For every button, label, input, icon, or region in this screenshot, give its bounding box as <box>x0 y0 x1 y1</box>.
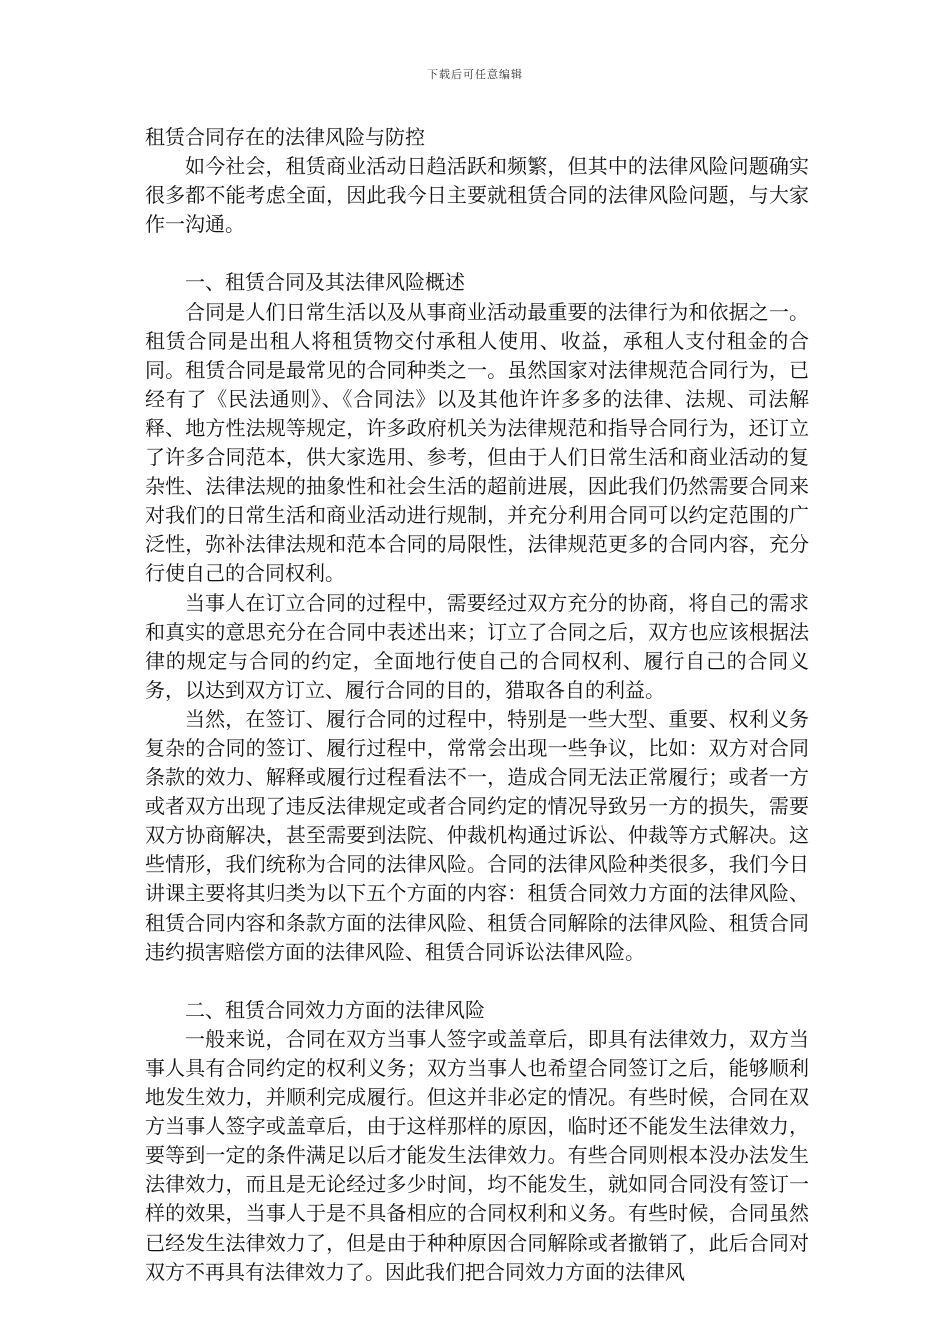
section-1-paragraph-1: 合同是人们日常生活以及从事商业活动最重要的法律行为和依据之一。租赁合同是出租人将租赁物交付承租人使用、收益，承租人支付租金的合同。租赁合同是最常见的合同种类之一。虽然国家对法律规范合同行为，已经有了《民法通则》、《合同法》以及其他许许多多的法律、法规、司法解释、地方性法规等规定，许多政府机关为法律规范和指导合同行为，还订立了许多合同范本，供大家选用、参考，但由于人们日常生活和商业活动的复杂性、法律法规的抽象性和社会生活的超前进展，因此我们仍然需要合同来对我们的日常生活和商业活动进行规制，并充分利用合同可以约定范围的广泛性，弥补法律法规和范本合同的局限性，法律规范更多的合同内容，充分行使自己的合同权利。 <box>145 299 809 586</box>
section-1-heading: 一、租赁合同及其法律风险概述 <box>185 270 465 295</box>
blank-line <box>145 239 809 268</box>
section-2-heading: 二、租赁合同效力方面的法律风险 <box>185 997 485 1022</box>
document-body <box>145 123 809 1287</box>
intro-paragraph: 如今社会，租赁商业活动日趋活跃和频繁，但其中的法律风险问题确实很多都不能考虑全面，因此我今日主要就租赁合同的法律风险问题，与大家作一沟通。 <box>145 154 809 237</box>
page-header: 下载后可任意编辑 <box>427 68 523 81</box>
blank-line <box>145 967 809 996</box>
section-1-paragraph-2: 当事人在订立合同的过程中，需要经过双方充分的协商，将自己的需求和真实的意思充分在合同中表述出来；订立了合同之后，双方也应该根据法律的规定与合同的约定，全面地行使自己的合同权利、履行自己的合同义务，以达到双方订立、履行合同的目的，猎取各自的利益。 <box>145 590 809 702</box>
section-1-paragraph-3: 当然，在签订、履行合同的过程中，特别是一些大型、重要、权利义务复杂的合同的签订、履行过程中，常常会出现一些争议，比如：双方对合同条款的效力、解释或履行过程看法不一，造成合同无法正常履行；或者一方或者双方出现了违反法律规定或者合同约定的情况导致另一方的损失，需要双方协商解决，甚至需要到法院、仲裁机构通过诉讼、仲裁等方式解决。这些情形，我们统称为合同的法律风险。合同的法律风险种类很多，我们今日讲课主要将其归类为以下五个方面的内容：租赁合同效力方面的法律风险、租赁合同内容和条款方面的法律风险、租赁合同解除的法律风险、租赁合同违约损害赔偿方面的法律风险、租赁合同诉讼法律风险。 <box>145 706 809 964</box>
document-title: 租赁合同存在的法律风险与防控 <box>145 125 425 149</box>
section-2-paragraph-1: 一般来说，合同在双方当事人签字或盖章后，即具有法律效力，双方当事人具有合同约定的权利义务；双方当事人也希望合同签订之后，能够顺利地发生效力，并顺利完成履行。但这并非必定的情况。有些时候，合同在双方当事人签字或盖章后，由于这样那样的原因，临时还不能发生法律效力，要等到一定的条件满足以后才能发生法律效力。有些合同则根本没办法发生法律效力，而且是无论经过多少时间，均不能发生，就如同合同没有签订一样的效果，当事人于是不具备相应的合同权利和义务。有些时候，合同虽然已经发生法律效力了，但是由于种种原因合同解除或者撤销了，此后合同对双方不再具有法律效力了。因此我们把合同效力方面的法律风 <box>145 1026 809 1284</box>
